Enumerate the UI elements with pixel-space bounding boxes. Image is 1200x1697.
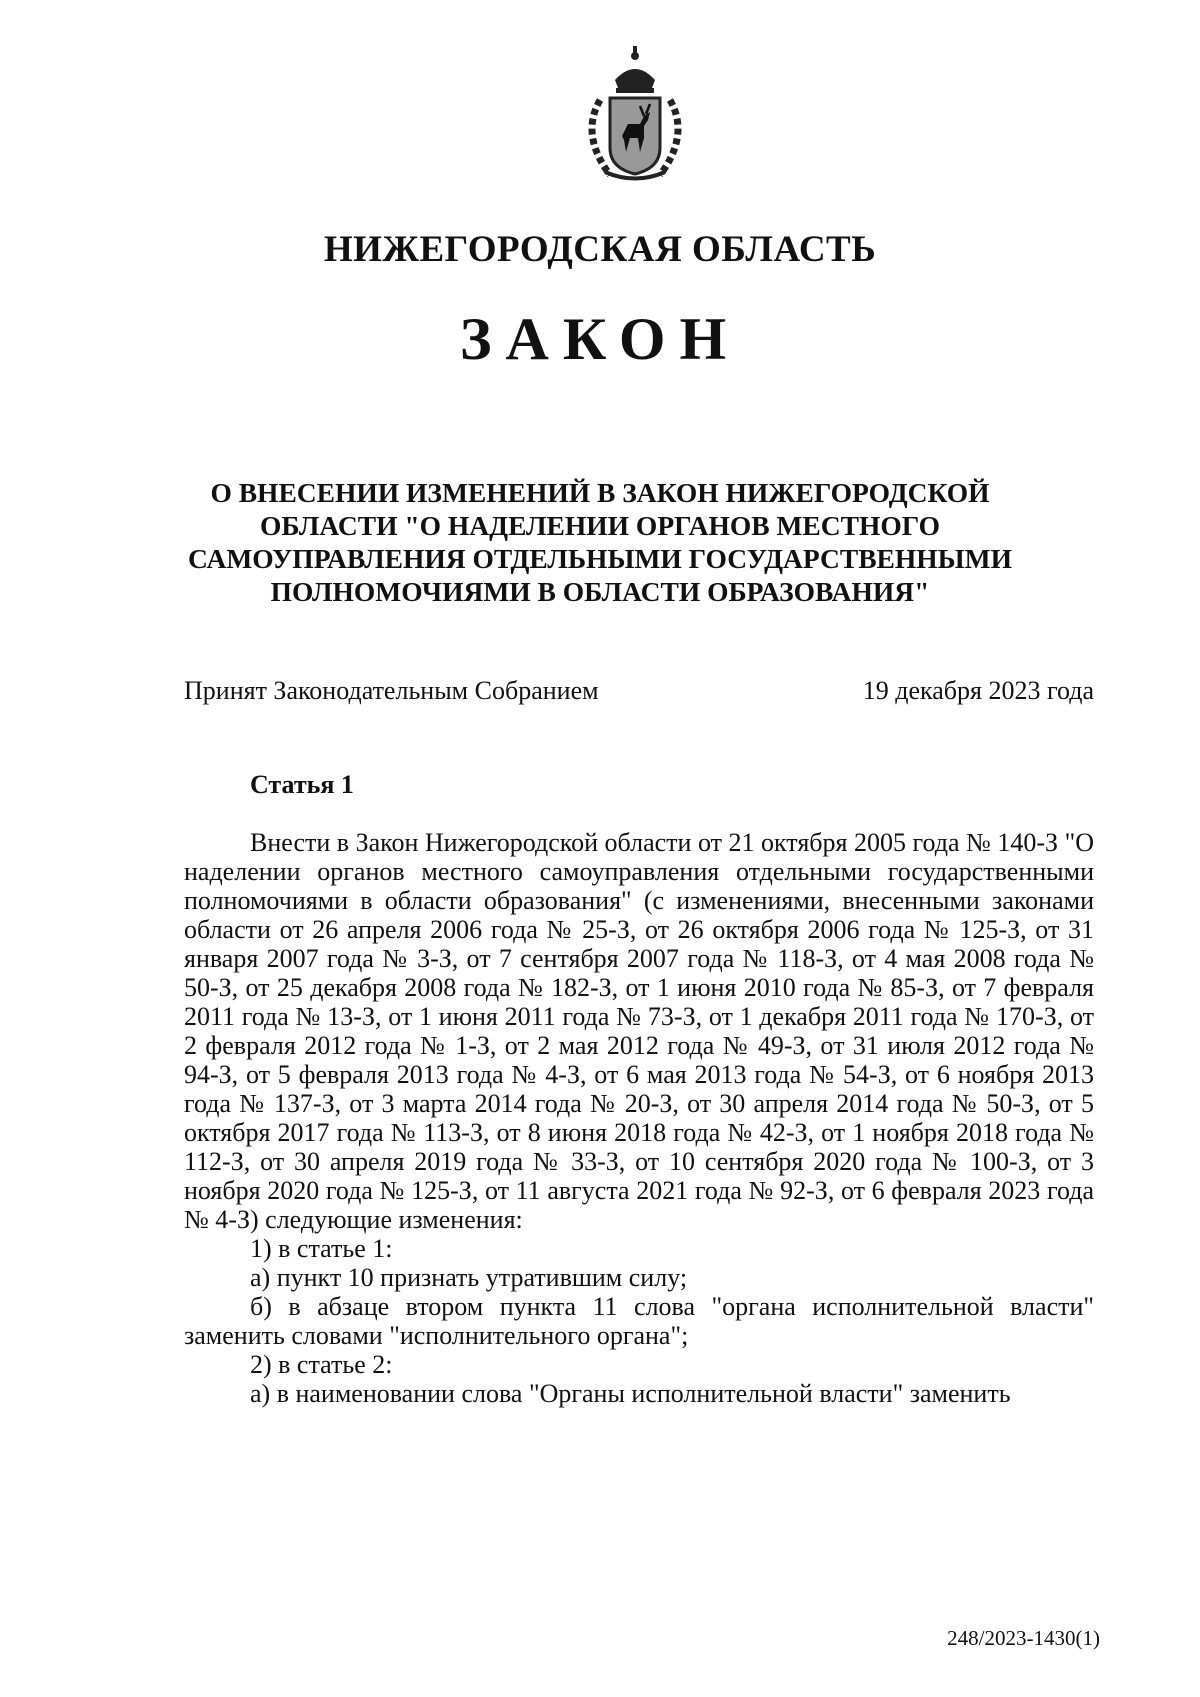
coat-of-arms-emblem <box>560 40 710 190</box>
body-paragraph: б) в абзаце втором пункта 11 слова "органа исполнительной власти" заменить словами "исполнительного органа"; <box>184 1292 1094 1350</box>
body-paragraph: а) в наименовании слова "Органы исполнительной власти" заменить <box>250 1379 1011 1408</box>
law-title <box>150 476 1050 608</box>
document-type: ЗАКОН <box>459 306 741 372</box>
body-paragraph: Внести в Закон Нижегородской области от 21 октября 2005 года № 140-З "О наделении органов местного самоуправления отдельными государственными полномочиями в области образования" (с изменениями, внесенными законами области от 26 апреля 2006 года № 25-З, от 26 октября 2006 года № 125-З, от 31 января 2007 года № 3-З, от 7 сентября 2007 года № 118-З, от 4 мая 2008 года № 50-З, от 25 декабря 2008 года № 182-З, от 1 июня 2010 года № 85-З, от 7 февраля 2011 года № 13-З, от 1 июня 2011 года № 73-З, от 1 декабря 2011 года № 170-З, от 2 февраля 2012 года № 1-З, от 2 мая 2012 года № 49-З, от 31 июля 2012 года № 94-З, от 5 февраля 2013 года № 4-З, от 6 мая 2013 года № 54-З, от 6 ноября 2013 года № 137-З, от 3 марта 2014 года № 20-З, от 30 апреля 2014 года № 50-З, от 5 октября 2017 года № 113-З, от 8 июня 2018 года № 42-З, от 1 ноября 2018 года № 112-З, от 30 апреля 2019 года № 33-З, от 10 сентября 2020 года № 100-З, от 3 ноября 2020 года № 125-З, от 11 августа 2021 года № 92-З, от 6 февраля 2023 года № 4-З) следующие изменения: <box>184 828 1094 1234</box>
law-title-line: О ВНЕСЕНИИ ИЗМЕНЕНИЙ В ЗАКОН НИЖЕГОРОДСКОЙ <box>210 477 990 508</box>
law-title-line: ПОЛНОМОЧИЯМИ В ОБЛАСТИ ОБРАЗОВАНИЯ" <box>270 576 930 607</box>
body-paragraph: 1) в статье 1: <box>250 1234 393 1263</box>
law-title-line: ОБЛАСТИ "О НАДЕЛЕНИИ ОРГАНОВ МЕСТНОГО <box>260 510 940 541</box>
region-name: НИЖЕГОРОДСКАЯ ОБЛАСТЬ <box>323 229 877 270</box>
document-code: 248/2023-1430(1) <box>947 1626 1100 1650</box>
body-paragraph: а) пункт 10 признать утратившим силу; <box>250 1263 688 1292</box>
body-paragraph: 2) в статье 2: <box>250 1350 393 1379</box>
article-body <box>184 828 1094 1408</box>
article-heading: Статья 1 <box>250 770 354 799</box>
adoption-line <box>184 676 1094 706</box>
adopted-by: Принят Законодательным Собранием <box>184 676 599 705</box>
adopted-date: 19 декабря 2023 года <box>862 676 1094 705</box>
law-title-line: САМОУПРАВЛЕНИЯ ОТДЕЛЬНЫМИ ГОСУДАРСТВЕННЫМИ <box>187 543 1013 574</box>
